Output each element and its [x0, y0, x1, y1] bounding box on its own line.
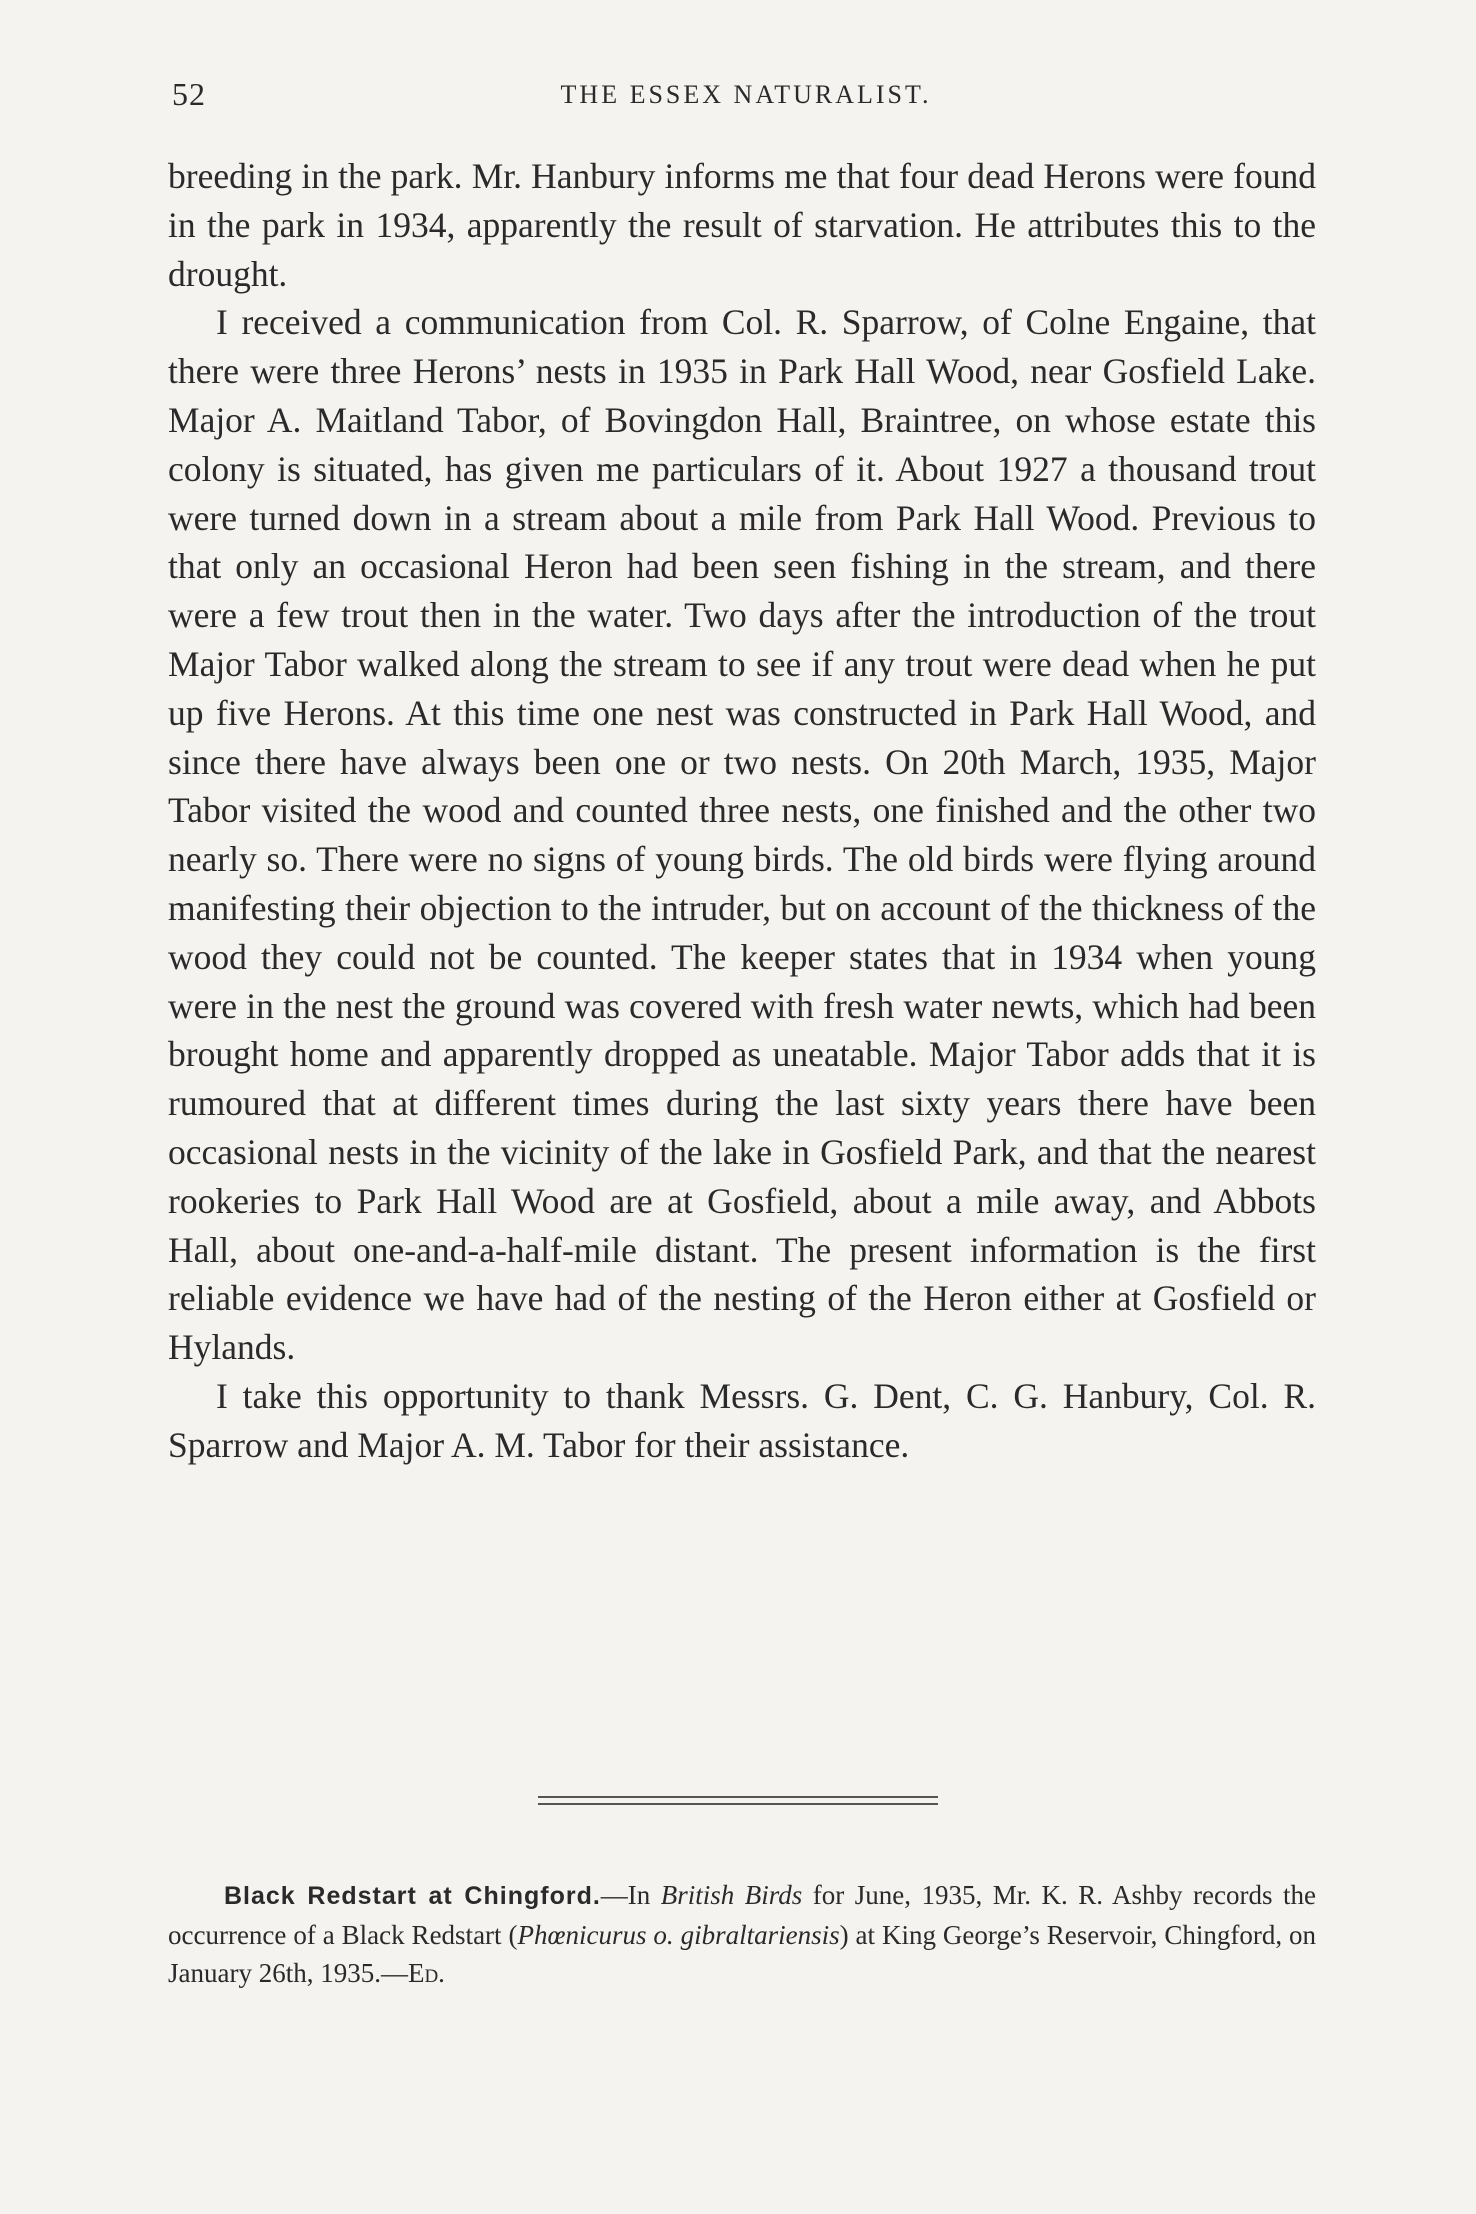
- paragraph-1: breeding in the park. Mr. Hanbury informs me that four dead Herons were found in the park in 1934, apparently the result of starvation. He attributes this to the drought.: [168, 156, 1316, 294]
- running-title: THE ESSEX NATURALIST.: [560, 80, 932, 109]
- section-divider: [538, 1796, 938, 1810]
- paragraph-2: I received a communication from Col. R. Sparrow, of Colne Engaine, that there were three Herons’ nests in 1935 in Park Hall Wood, near Gosfield Lake. Major A. Maitland Tabor, of Bovingdon Hall, Braintree, on whose estate this colony is situated, has given me particulars of it. About 1927 a thousand trout were turned down in a stream about a mile from Park Hall Wood. Previous to that only an occasional Heron had been seen fishing in the stream, and there were a few trout then in the water. Two days after the introduction of the trout Major Tabor walked along the stream to see if any trout were dead when he put up five Herons. At this time one nest was constructed in Park Hall Wood, and since there have always been one or two nests. On 20th March, 1935, Major Tabor visited the wood and counted three nests, one finished and the other two nearly so. There were no signs of young birds. The old birds were flying around manifesting their objection to the intruder, but on account of the thickness of the wood they could not be counted. The keeper states that in 1934 when young were in the nest the ground was covered with fresh water newts, which had been brought home and apparently dropped as uneatable. Major Tabor adds that it is rumoured that at different times during the last sixty years there have been occasional nests in the vicinity of the lake in Gosfield Park, and that the nearest rookeries to Park Hall Wood are at Gosfield, about a mile away, and Abbots Hall, about one-and-a-half-mile distant. The present information is the first reliable evidence we have had of the nesting of the Heron either at Gosfield or Hylands.: [168, 302, 1316, 1368]
- note-paragraph: [168, 1876, 1316, 1993]
- page-header: [172, 76, 1320, 126]
- article-body: [168, 152, 1316, 1470]
- note-text-2: ) at King George’s Reservoir, Chingford, on January 26th, 1935.—: [168, 1919, 1317, 1988]
- species-name: Phœnicurus o. gibraltariensis: [517, 1919, 840, 1950]
- paragraph-3: I take this opportunity to thank Messrs. G. Dent, C. G. Hanbury, Col. R. Sparrow and Major A. M. Tabor for their assistance.: [168, 1375, 1316, 1465]
- journal-title: British Birds: [660, 1880, 803, 1910]
- divider-line-bottom: [538, 1803, 938, 1805]
- divider-line-top: [538, 1796, 938, 1798]
- note-dash: —In: [600, 1880, 661, 1910]
- editor-note: [168, 1876, 1316, 1993]
- note-text-1: for June, 1935, Mr. K. R. Ashby records the occurrence of a Black Redstart (: [168, 1880, 1316, 1950]
- editor-signature: Ed.: [407, 1958, 445, 1988]
- page-number: 52: [172, 76, 206, 112]
- note-heading: Black Redstart at Chingford.: [224, 1882, 601, 1910]
